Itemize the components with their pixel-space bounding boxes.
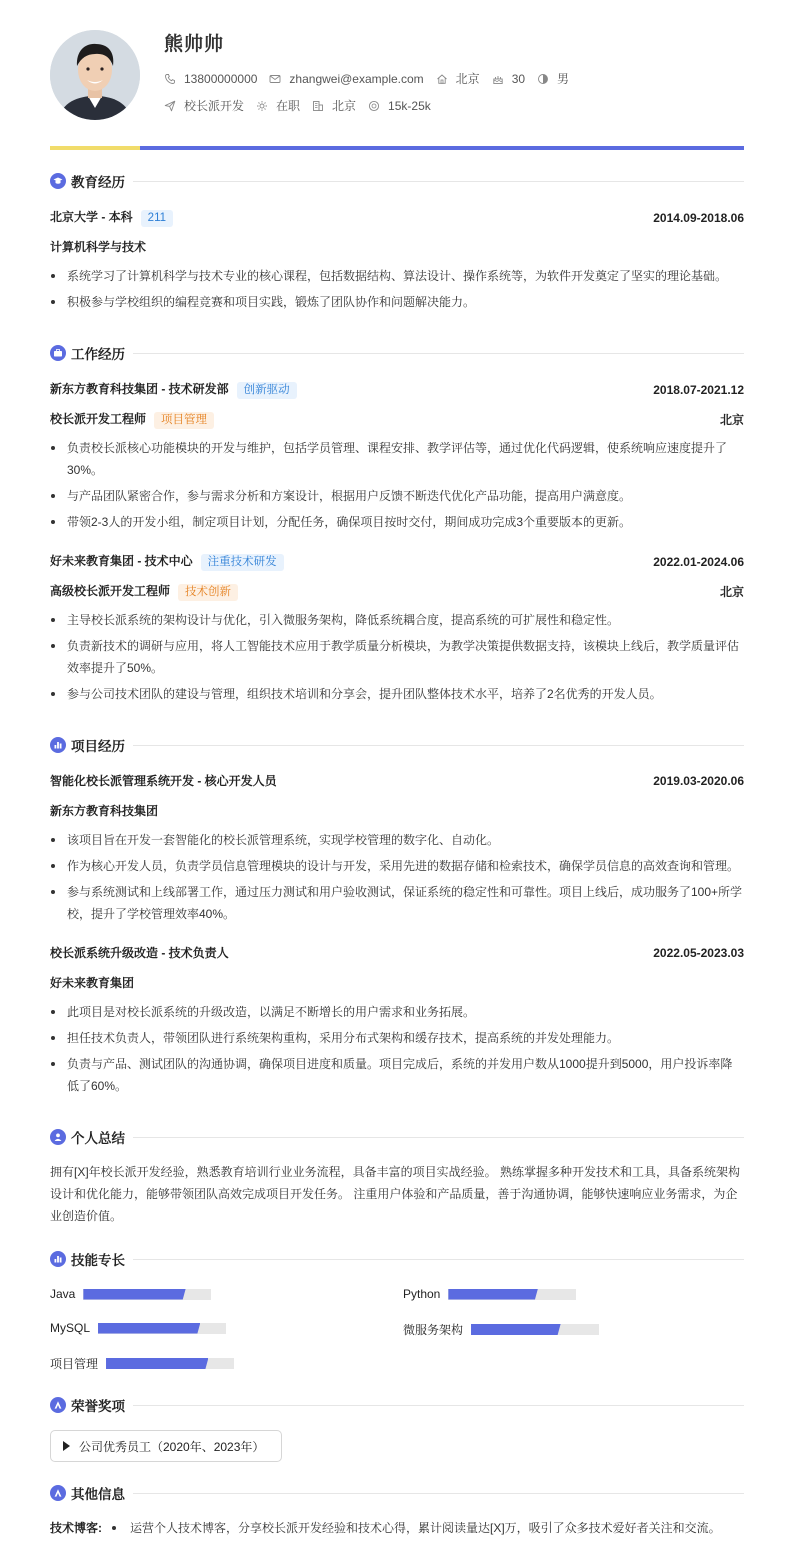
home-icon bbox=[436, 73, 448, 85]
work-role: 校长派开发工程师 项目管理 bbox=[50, 410, 214, 429]
gender-item bbox=[537, 70, 569, 87]
skill-name: MySQL bbox=[50, 1321, 91, 1335]
work-city: 北京 bbox=[719, 585, 744, 599]
list-item: 负责校长派核心功能模块的开发与维护，包括学员管理、课程安排、教学评估等，通过优化代码逻辑，使系统响应速度提升了30%。 bbox=[50, 437, 744, 481]
list-item: 参与公司技术团队的建设与管理，组织技术培训和分享会，提升团队整体技术水平，培养了2名优秀的开发人员。 bbox=[50, 683, 744, 705]
list-item: 担任技术负责人，带领团队进行系统架构重构，采用分布式架构和缓存技术，提高系统的并发处理能力。 bbox=[50, 1027, 744, 1049]
briefcase-icon bbox=[50, 345, 66, 361]
role-tag: 技术创新 bbox=[178, 584, 238, 601]
target-role-item bbox=[164, 97, 244, 114]
section-skills bbox=[50, 1249, 744, 1269]
award-text: 公司优秀员工（2020年、2023年） bbox=[79, 1439, 265, 1454]
education-major: 计算机科学与技术 bbox=[50, 240, 147, 254]
target-role-text: 校长派开发 bbox=[184, 99, 245, 113]
list-item: 积极参与学校组织的编程竞赛和项目实践，锻炼了团队协作和问题解决能力。 bbox=[50, 291, 744, 313]
skill-bar bbox=[98, 1323, 226, 1334]
salary-item bbox=[368, 99, 431, 113]
work-company: 好未来教育集团 - 技术中心 注重技术研发 bbox=[50, 552, 284, 571]
section-projects-title: 项目经历 bbox=[71, 739, 125, 754]
list-item: 系统学习了计算机科学与技术专业的核心课程，包括数据结构、算法设计、操作系统等，为软件开发奠定了坚实的理论基础。 bbox=[50, 265, 744, 287]
skill-bar bbox=[83, 1289, 211, 1300]
work-entry-2-role bbox=[50, 582, 744, 601]
target-city-item bbox=[312, 97, 356, 114]
section-awards-title: 荣誉奖项 bbox=[71, 1399, 125, 1414]
list-item: 此项目是对校长派系统的升级改造，以满足不断增长的用户需求和业务拓展。 bbox=[50, 1001, 744, 1023]
list-item: 带领2-3人的开发小组，制定项目计划，分配任务，确保项目按时交付，期间成功完成3个重要版本的更新。 bbox=[50, 511, 744, 533]
age-item bbox=[492, 72, 525, 86]
gear-icon bbox=[256, 100, 268, 112]
work-entry-1-role bbox=[50, 410, 744, 429]
skill-name: 项目管理 bbox=[50, 1357, 99, 1371]
avatar bbox=[50, 30, 140, 120]
section-other-title: 其他信息 bbox=[71, 1487, 125, 1502]
section-summary-title: 个人总结 bbox=[71, 1131, 125, 1146]
phone-item bbox=[164, 72, 257, 86]
project-org: 新东方教育科技集团 bbox=[50, 804, 159, 818]
contact-row bbox=[164, 70, 581, 87]
gender-icon bbox=[537, 73, 549, 85]
location-item bbox=[436, 70, 480, 87]
role-tag: 项目管理 bbox=[154, 412, 214, 429]
email-item bbox=[269, 72, 423, 86]
education-tag: 211 bbox=[141, 210, 173, 227]
company-tag: 创新驱动 bbox=[237, 382, 297, 399]
section-awards bbox=[50, 1395, 744, 1415]
section-education bbox=[50, 171, 744, 191]
project-date: 2022.05-2023.03 bbox=[653, 945, 744, 960]
summary-text: 拥有[X]年校长派开发经验，熟悉教育培训行业业务流程，具备丰富的项目实战经验。 熟练掌握多种开发技术和工具，具备系统架构设计和优化能力，能够带领团队高效完成项目开发任务。 注重用户体验和产品质量，善于沟通协调，能够快速响应业务需求，为企业创造价值。 bbox=[50, 1165, 741, 1223]
expand-triangle-icon bbox=[63, 1441, 70, 1451]
award-item[interactable] bbox=[50, 1430, 282, 1462]
project-title: 校长派系统升级改造 - 技术负责人 bbox=[50, 946, 229, 960]
skill-bar bbox=[471, 1324, 599, 1335]
send-icon bbox=[164, 100, 176, 112]
skill-item bbox=[50, 1287, 211, 1301]
skill-bar bbox=[448, 1289, 576, 1300]
location-text: 北京 bbox=[455, 72, 480, 86]
award-icon bbox=[50, 1397, 66, 1413]
skill-name: Python bbox=[403, 1287, 441, 1301]
graduation-cap-icon bbox=[50, 173, 66, 189]
skill-bar-fill bbox=[448, 1289, 538, 1300]
candidate-name: 熊帅帅 bbox=[164, 34, 225, 55]
info-icon bbox=[50, 1485, 66, 1501]
building-icon bbox=[312, 100, 324, 112]
project-org: 好未来教育集团 bbox=[50, 976, 135, 990]
other-info-label: 技术博客: bbox=[50, 1521, 102, 1535]
status-text: 在职 bbox=[276, 99, 301, 113]
work-date: 2022.01-2024.06 bbox=[653, 554, 744, 569]
education-date: 2014.09-2018.06 bbox=[653, 210, 744, 225]
list-item: 与产品团队紧密合作，参与需求分析和方案设计，根据用户反馈不断迭代优化产品功能，提高用户满意度。 bbox=[50, 485, 744, 507]
other-info-item bbox=[50, 1519, 721, 1536]
skill-bar-fill bbox=[98, 1323, 200, 1334]
project-date: 2019.03-2020.06 bbox=[653, 773, 744, 788]
skill-bar bbox=[106, 1358, 234, 1369]
section-projects bbox=[50, 735, 744, 755]
section-education-title: 教育经历 bbox=[71, 175, 125, 190]
section-skills-title: 技能专长 bbox=[71, 1253, 125, 1268]
project-1-header bbox=[50, 772, 744, 789]
skill-item bbox=[403, 1321, 599, 1338]
gender-text: 男 bbox=[557, 72, 570, 86]
phone-text: 13800000000 bbox=[184, 71, 258, 86]
education-entry-header bbox=[50, 208, 744, 227]
list-item: 负责与产品、测试团队的沟通协调，确保项目进度和质量。项目完成后，系统的并发用户数从1000提升到5000，用户投诉率降低了60%。 bbox=[50, 1053, 744, 1097]
resume-header bbox=[50, 0, 744, 146]
education-school: 北京大学 - 本科 211 bbox=[50, 208, 173, 227]
list-item: 作为核心开发人员，负责学员信息管理模块的设计与开发，采用先进的数据存储和检索技术，确保学员信息的高效查询和管理。 bbox=[50, 855, 744, 877]
intent-row bbox=[164, 97, 443, 114]
work-city: 北京 bbox=[719, 413, 744, 427]
work-date: 2018.07-2021.12 bbox=[653, 382, 744, 397]
skill-bar-fill bbox=[83, 1289, 185, 1300]
skill-name: Java bbox=[50, 1287, 76, 1301]
other-info-text: 运营个人技术博客，分享校长派开发经验和技术心得，累计阅读量达[X]万，吸引了众多技术爱好者关注和交流。 bbox=[130, 1521, 721, 1535]
coin-icon bbox=[368, 100, 380, 112]
work-entry-2-header bbox=[50, 552, 744, 571]
company-tag: 注重技术研发 bbox=[201, 554, 284, 571]
work-company: 新东方教育科技集团 - 技术研发部 创新驱动 bbox=[50, 380, 297, 399]
list-item: 该项目旨在开发一套智能化的校长派管理系统，实现学校管理的数字化、自动化。 bbox=[50, 829, 744, 851]
cake-icon bbox=[492, 73, 504, 85]
age-text: 30 bbox=[511, 71, 526, 86]
list-item: 主导校长派系统的架构设计与优化，引入微服务架构，降低系统耦合度，提高系统的可扩展性和稳定性。 bbox=[50, 609, 744, 631]
list-item: 负责新技术的调研与应用，将人工智能技术应用于教学质量分析模块，为教学决策提供数据支持，该模块上线后，教学质量评估效率提升了50%。 bbox=[50, 635, 744, 679]
skill-item bbox=[403, 1287, 576, 1301]
skill-bar-fill bbox=[471, 1324, 561, 1335]
salary-text: 15k-25k bbox=[388, 98, 431, 113]
bar-chart-icon bbox=[50, 737, 66, 753]
section-other bbox=[50, 1483, 744, 1503]
skill-item bbox=[50, 1355, 234, 1372]
bar-chart-icon bbox=[50, 1251, 66, 1267]
section-work bbox=[50, 343, 744, 363]
user-icon bbox=[50, 1129, 66, 1145]
section-work-title: 工作经历 bbox=[71, 347, 125, 362]
skill-item bbox=[50, 1321, 226, 1335]
skill-name: 微服务架构 bbox=[403, 1323, 464, 1337]
work-role: 高级校长派开发工程师 技术创新 bbox=[50, 582, 238, 601]
phone-icon bbox=[164, 73, 176, 85]
mail-icon bbox=[269, 73, 281, 85]
work-entry-1-header bbox=[50, 380, 744, 399]
section-summary bbox=[50, 1127, 744, 1147]
target-city-text: 北京 bbox=[332, 99, 357, 113]
skill-bar-fill bbox=[106, 1358, 208, 1369]
project-2-header bbox=[50, 944, 744, 961]
status-item bbox=[256, 97, 300, 114]
email-text: zhangwei@example.com bbox=[289, 71, 424, 86]
list-item: 参与系统测试和上线部署工作，通过压力测试和用户验收测试，保证系统的稳定性和可靠性。项目上线后，成功服务了100+所学校，提升了学校管理效率40%。 bbox=[50, 881, 744, 925]
header-divider bbox=[50, 146, 744, 150]
project-title: 智能化校长派管理系统开发 - 核心开发人员 bbox=[50, 774, 277, 788]
